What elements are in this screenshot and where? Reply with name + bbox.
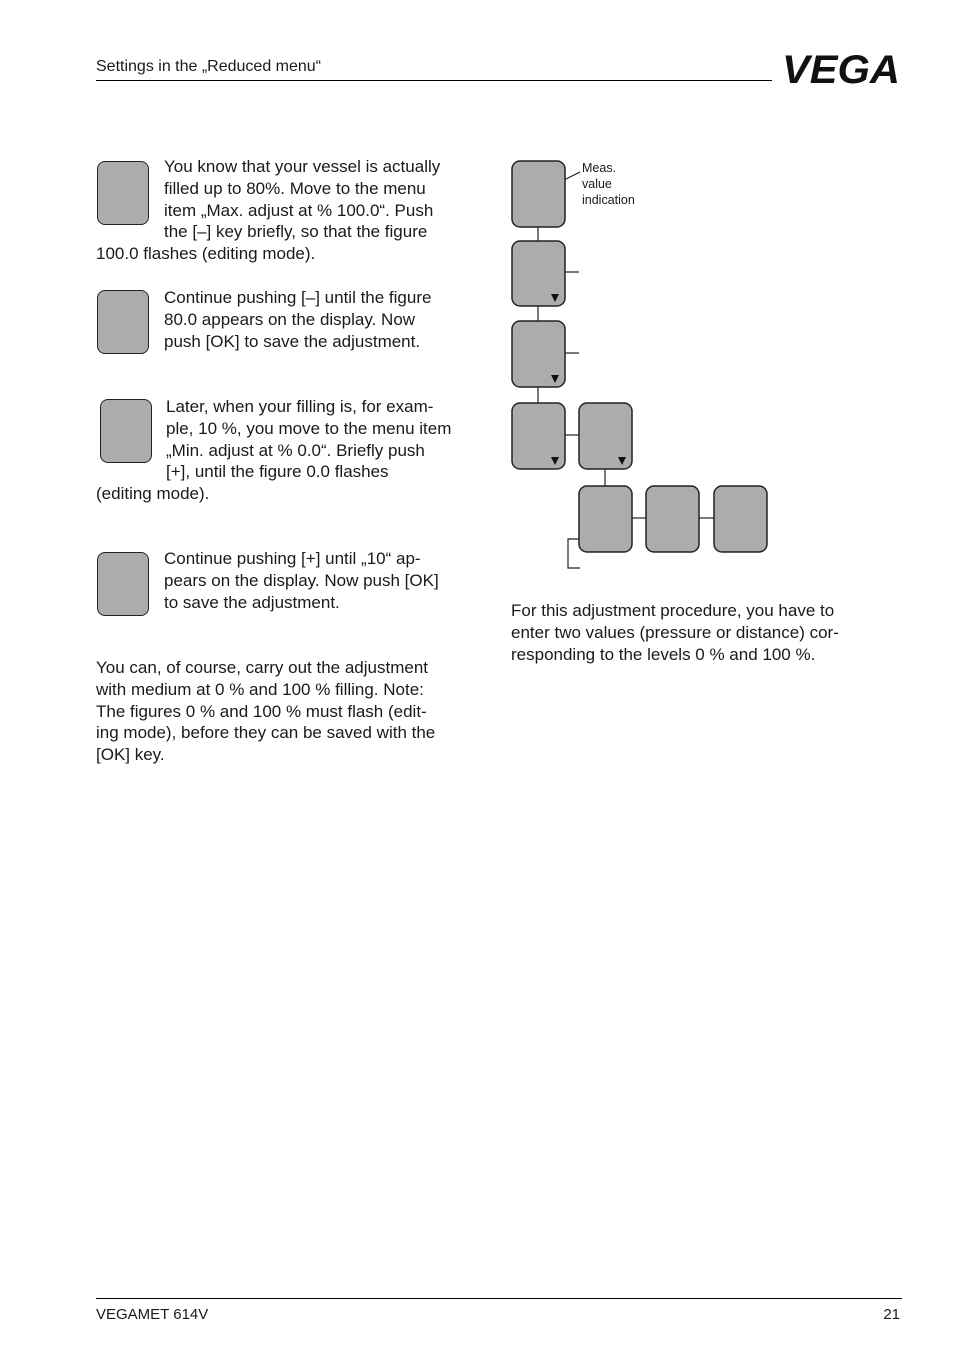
- note-text: [96, 657, 496, 766]
- menu-box: [646, 486, 699, 552]
- text-line: ple, 10 %, you move to the menu item: [166, 418, 452, 438]
- text-line: responding to the levels 0 % and 100 %.: [511, 645, 816, 664]
- menu-box-meas-value: [512, 161, 565, 227]
- text-line: „Min. adjust at % 0.0“. Briefly push: [166, 440, 425, 460]
- text-line: to save the adjustment.: [164, 592, 340, 612]
- logo-text: VEGA: [782, 50, 900, 86]
- menu-structure-diagram: [0, 0, 954, 620]
- text-line: pears on the display. Now push [OK]: [164, 570, 439, 590]
- footer-divider: [96, 1298, 902, 1299]
- text-line: Continue pushing [+] until „10“ ap-: [164, 549, 421, 568]
- text-line: ing mode), before they can be saved with the: [96, 723, 436, 743]
- text-line: Continue pushing [–] until the figure: [164, 288, 432, 307]
- menu-box: [579, 486, 632, 552]
- menu-box: [714, 486, 767, 552]
- meas-value-label: [582, 160, 672, 208]
- text-line: enter two values (pressure or distance) cor-: [511, 623, 839, 642]
- text-line: push [OK] to save the adjustment.: [164, 331, 421, 351]
- text-line: with medium at 0 % and 100 % filling. Note:: [96, 679, 424, 699]
- text-line: Later, when your filling is, for exam-: [166, 397, 434, 416]
- label-line: indication: [582, 193, 635, 207]
- text-line: For this adjustment procedure, you have to: [511, 601, 835, 620]
- procedure-text: [511, 600, 891, 666]
- label-line: value: [582, 177, 612, 191]
- page-header-title: Settings in the „Reduced menu“: [96, 58, 322, 75]
- page-number: 21: [883, 1306, 900, 1323]
- text-line: [+], until the figure 0.0 flashes: [166, 462, 389, 482]
- text-line: The figures 0 % and 100 % must flash (edit-: [96, 701, 427, 721]
- label-line: Meas.: [582, 161, 617, 175]
- text-line: [OK] key.: [96, 745, 165, 765]
- text-line: item „Max. adjust at % 100.0“. Push: [164, 200, 434, 220]
- text-line: 80.0 appears on the display. Now: [164, 309, 416, 329]
- text-line: filled up to 80%. Move to the menu: [164, 178, 426, 198]
- text-line: You can, of course, carry out the adjustment: [96, 658, 429, 677]
- text-line: (editing mode).: [96, 484, 210, 504]
- text-line: the [–] key briefly, so that the figure: [164, 222, 428, 242]
- text-line: 100.0 flashes (editing mode).: [96, 244, 316, 264]
- text-line: You know that your vessel is actually: [164, 157, 441, 176]
- footer-model-name: VEGAMET 614V: [96, 1306, 209, 1323]
